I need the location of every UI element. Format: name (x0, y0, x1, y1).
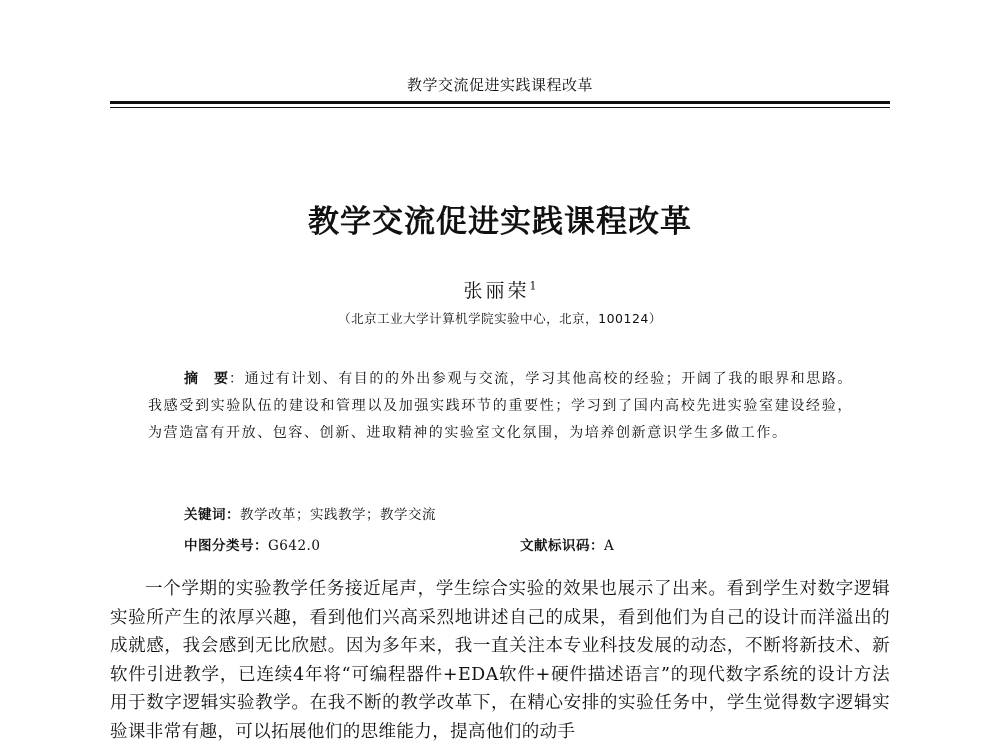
keywords-value: 教学改革；实践教学；教学交流 (240, 507, 436, 523)
abstract-separator: ： (229, 371, 245, 387)
author-line (110, 276, 890, 303)
abstract-text: 通过有计划、有目的的外出参观与交流，学习其他高校的经验；开阔了我的眼界和思路。我感受到实验队伍的建设和管理以及加强实践环节的重要性；学习到了国内高校先进实验室建设经验，为营造富有开放、包容、创新、进取精神的实验室文化氛围，为培养创新意识学生多做工作。 (148, 371, 854, 441)
header-rule-thick (110, 101, 890, 104)
document-code-label: 文献标识码： (520, 538, 604, 554)
document-code-row (520, 534, 614, 554)
abstract-block (148, 366, 853, 447)
document-code-value: A (604, 538, 615, 554)
article-title: 教学交流促进实践课程改革 (308, 204, 692, 240)
author-name: 张丽荣 (463, 280, 530, 302)
author-affiliation: （北京工业大学计算机学院实验中心，北京，100124） (338, 311, 662, 326)
author-superscript: 1 (529, 279, 537, 293)
classification-row (184, 534, 320, 554)
header-rule-thin (110, 107, 890, 108)
classification-label: 中图分类号： (184, 538, 268, 554)
abstract-label: 摘 要 (184, 371, 229, 387)
body-paragraph: 一个学期的实验教学任务接近尾声，学生综合实验的效果也展示了出来。看到学生对数字逻辑实验所产生的浓厚兴趣，看到他们兴高采烈地讲述自己的成果，看到他们为自己的设计而洋溢出的成就感，我会感到无比欣慰。因为多年来，我一直关注本专业科技发展的动态，不断将新技术、新软件引进教学，已连续4年将“可编程器件+EDA软件+硬件描述语言”的现代数字系统的设计方法用于数字逻辑实验教学。在我不断的教学改革下，在精心安排的实验任务中，学生觉得数字逻辑实验课非常有趣，可以拓展他们的思维能力，提高他们的动手 (110, 579, 890, 742)
running-header: 教学交流促进实践课程改革 (406, 76, 593, 94)
classification-value: G642.0 (268, 538, 321, 554)
keywords-label: 关键词： (184, 507, 240, 523)
keywords-row (184, 503, 436, 523)
